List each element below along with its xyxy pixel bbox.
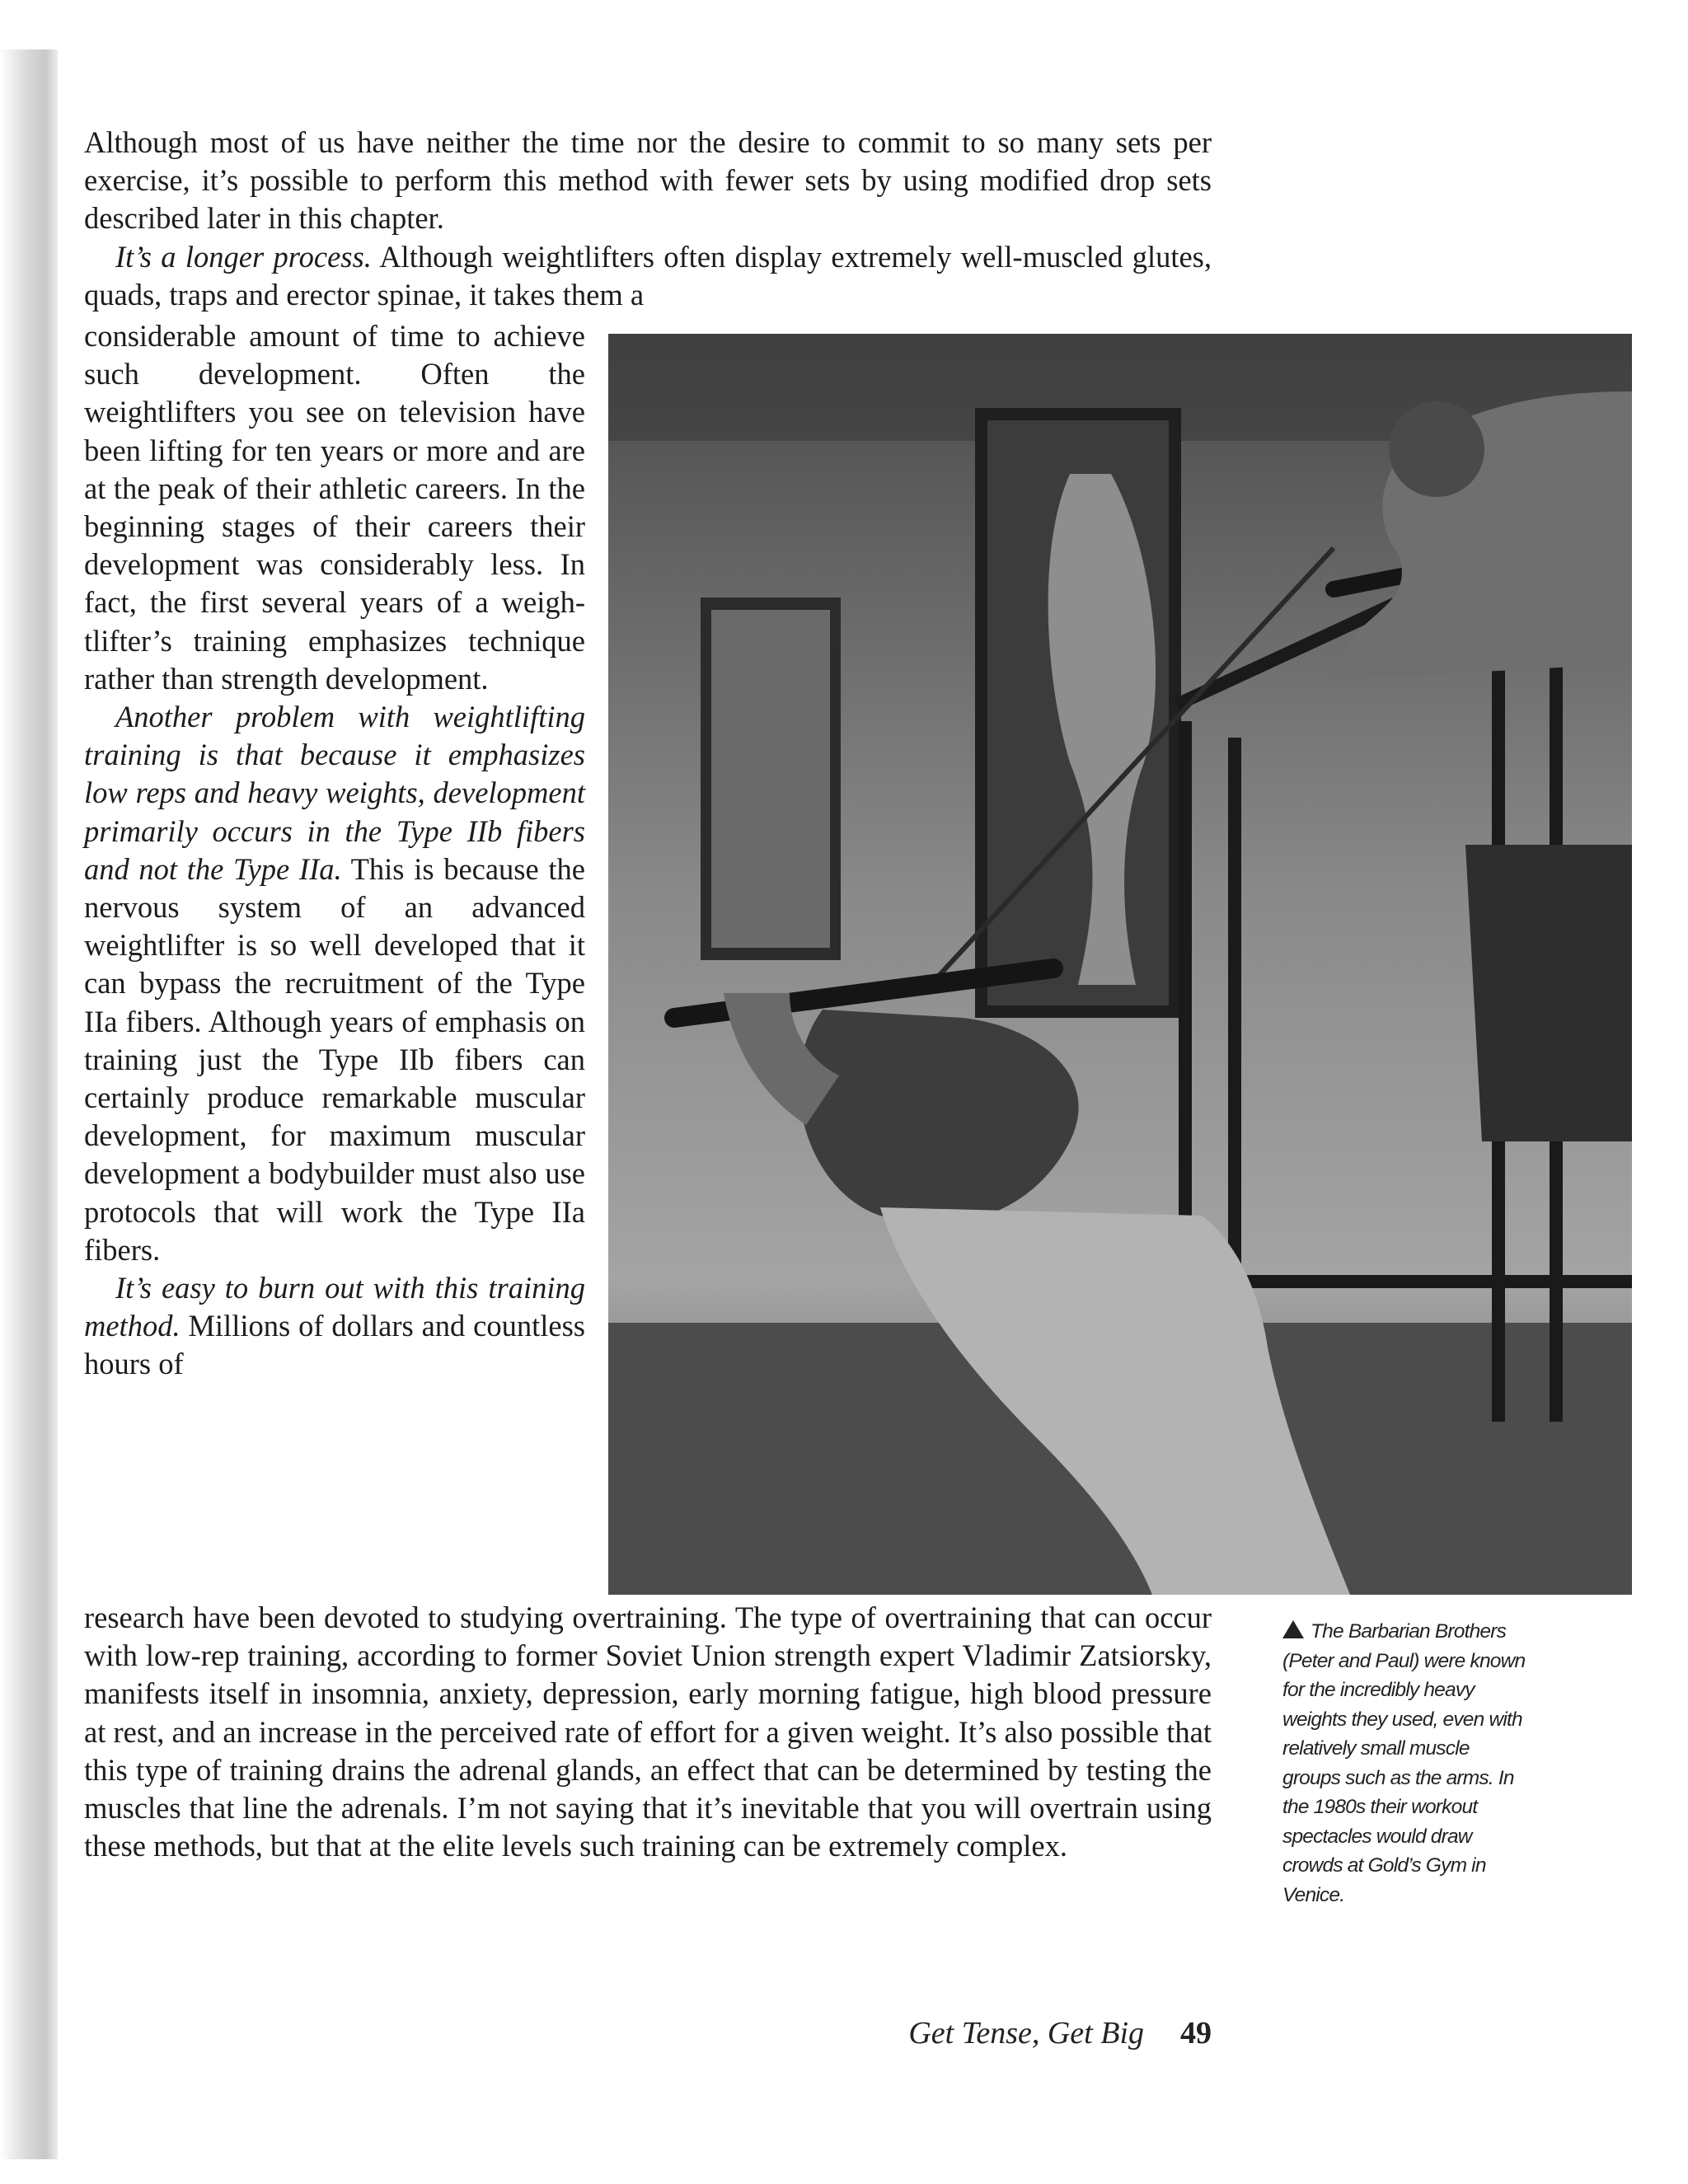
running-title: Get Tense, Get Big — [908, 2016, 1144, 2050]
paragraph-text: Although weightlifters often display extremely well-muscled glutes, quads, traps and erector spinae, it takes them a — [84, 239, 1212, 312]
italic-lead: It’s a longer process. — [115, 239, 372, 274]
paragraph-burn-out — [84, 1269, 585, 1384]
caption-text: The Barbarian Brothers (Peter and Paul) were known for the incredibly heavy weights they used, even with relatively small muscle groups such as the arms. In the 1980s their workout spectacles would draw crowds at Gold’s Gym in Venice. — [1282, 1620, 1526, 1906]
top-text-block — [84, 124, 1212, 314]
paragraph-drop-sets: Although most of us have neither the time nor the desire to commit to so many sets per exercise, it’s possible to perform this method with fewer sets by using modified drop sets described later in this chapter. — [84, 125, 1212, 236]
italic-lead: Another problem with weightlifting training is that because it emphasizes low reps and heavy weights, development primarily occurs in the Type IIb fibers and not the Type IIa. — [84, 700, 585, 886]
photo-caption — [1282, 1617, 1530, 1910]
paragraph-longer-process — [84, 238, 1212, 314]
photo-barbarian-brothers — [608, 334, 1632, 1595]
page-number: 49 — [1180, 2016, 1212, 2050]
paragraph-text: Millions of dollars and countless hours of — [84, 1309, 585, 1381]
gym-photo-illustration — [608, 334, 1632, 1595]
italic-lead: It’s easy to burn out with this training method. — [84, 1271, 585, 1343]
page-footer — [908, 2013, 1212, 2054]
paragraph-considerable-time: considerable amount of time to achieve such development. Often the weightlifters you see on television have been lifting for ten years or more and are at the peak of their athletic careers. In the beginning stages of their careers their development was considerably less. In fact, the first several years of a weightlifter’s training emphasizes technique rather than strength development. — [84, 319, 585, 696]
bottom-text-block — [84, 1599, 1212, 1865]
paragraph-another-problem — [84, 698, 585, 1269]
column-text-block — [84, 317, 585, 1384]
paragraph-overtraining: research have been devoted to studying overtraining. The type of overtraining that can occur with low-rep training, according to former Soviet Union strength expert Vladimir Zatsiorsky, manifests itself in insomnia, anxiety, depression, early morning fatigue, high blood pressure at rest, and an increase in the perceived rate of effort for a given weight. It’s also possible that this type of training drains the adrenal glands, an effect that can be determined by testing the muscles that line the adrenals. I’m not saying that it’s inevitable that you will overtrain using these methods, but that at the elite levels such training can be extremely complex. — [84, 1601, 1212, 1863]
paragraph-text: This is because the nervous system of an advanced weightlifter is so well developed that it can bypass the recruitment of the Type IIa fibers. Although years of emphasis on training just the Type IIb fibers can certainly produce remarkable muscular development, for maximum muscular development a bodybuilder must also use protocols that will work the Type IIa fibers. — [84, 851, 585, 1267]
triangle-marker-icon — [1282, 1620, 1304, 1638]
binding-gutter-shadow — [0, 49, 58, 2159]
